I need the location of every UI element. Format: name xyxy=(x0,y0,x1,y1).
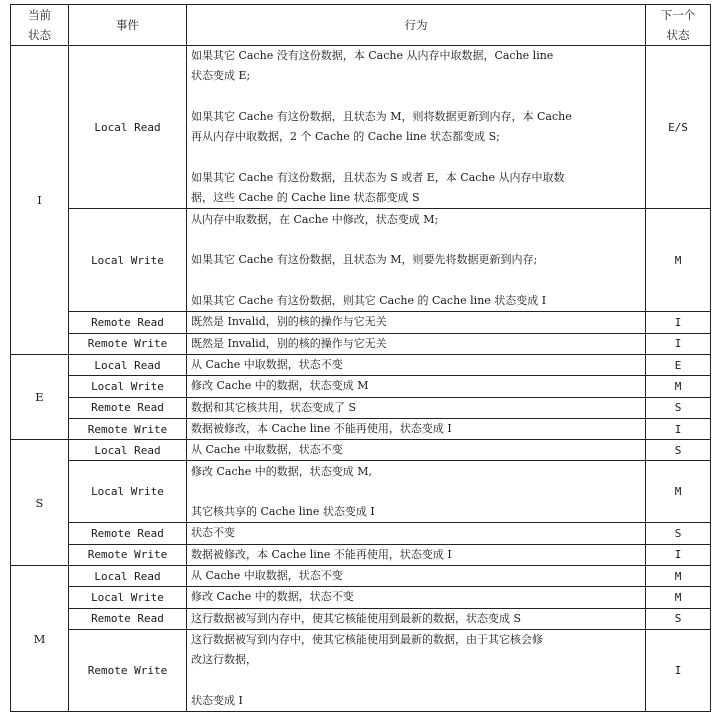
event-cell: Remote Write xyxy=(69,418,187,439)
action-spacer xyxy=(191,671,641,691)
action-line: 修改 Cache 中的数据，状态不变 xyxy=(191,590,354,604)
current-state-cell: I xyxy=(11,46,69,355)
action-spacer xyxy=(191,271,641,291)
action-cell xyxy=(187,312,646,333)
action-line: 既然是 Invalid，别的核的操作与它无关 xyxy=(191,315,387,329)
table-row xyxy=(11,418,711,439)
action-line: 数据被修改，本 Cache line 不能再使用，状态变成 I xyxy=(191,421,452,435)
table-row xyxy=(11,209,711,312)
action-cell xyxy=(187,523,646,544)
table-row xyxy=(11,312,711,333)
action-cell xyxy=(187,440,646,461)
table-row xyxy=(11,376,711,397)
action-cell xyxy=(187,46,646,209)
event-cell: Remote Write xyxy=(69,544,187,565)
action-cell xyxy=(187,209,646,312)
header-current-state: 当前 状态 xyxy=(11,5,69,46)
next-state-cell: I xyxy=(646,418,711,439)
next-state-cell: M xyxy=(646,461,711,523)
header-action: 行为 xyxy=(187,5,646,46)
event-cell: Local Read xyxy=(69,440,187,461)
action-cell xyxy=(187,461,646,523)
action-cell xyxy=(187,376,646,397)
next-state-cell: I xyxy=(646,312,711,333)
action-line: 数据被修改，本 Cache line 不能再使用，状态变成 I xyxy=(191,547,452,561)
next-state-cell: I xyxy=(646,333,711,354)
next-state-cell: S xyxy=(646,523,711,544)
action-line: 改这行数据， xyxy=(191,653,257,667)
action-line: 如果其它 Cache 有这份数据，且状态为 M，则要先将数据更新到内存; xyxy=(191,253,538,267)
action-cell xyxy=(187,418,646,439)
table-row xyxy=(11,523,711,544)
action-spacer xyxy=(191,147,641,167)
event-cell: Remote Read xyxy=(69,397,187,418)
action-line: 这行数据被写到内存中，使其它核能使用到最新的数据，状态变成 S xyxy=(191,611,522,625)
next-state-cell: S xyxy=(646,608,711,629)
action-spacer xyxy=(191,230,641,250)
action-cell xyxy=(187,544,646,565)
next-state-cell: M xyxy=(646,209,711,312)
event-cell: Local Read xyxy=(69,46,187,209)
event-cell: Local Read xyxy=(69,566,187,587)
event-cell: Remote Read xyxy=(69,312,187,333)
action-line: 状态变成 E; xyxy=(191,69,251,83)
action-line: 修改 Cache 中的数据，状态变成 M xyxy=(191,379,369,393)
event-cell: Remote Read xyxy=(69,608,187,629)
table-row xyxy=(11,629,711,711)
action-line: 其它核共享的 Cache line 状态变成 I xyxy=(191,505,375,519)
action-line: 如果其它 Cache 有这份数据，则其它 Cache 的 Cache line 状态变成 I xyxy=(191,293,547,307)
action-line: 再从内存中取数据，2 个 Cache 的 Cache line 状态都变成 S; xyxy=(191,130,500,144)
table-row xyxy=(11,587,711,608)
next-state-cell: M xyxy=(646,566,711,587)
table-row xyxy=(11,461,711,523)
action-cell xyxy=(187,587,646,608)
action-line: 从 Cache 中取数据，状态不变 xyxy=(191,357,343,371)
action-line: 既然是 Invalid，别的核的操作与它无关 xyxy=(191,336,387,350)
action-line: 从 Cache 中取数据，状态不变 xyxy=(191,569,343,583)
action-cell xyxy=(187,566,646,587)
mesi-state-table xyxy=(10,4,711,712)
table-row xyxy=(11,333,711,354)
action-line: 据，这些 Cache 的 Cache line 状态都变成 S xyxy=(191,191,420,205)
next-state-cell: I xyxy=(646,544,711,565)
header-event: 事件 xyxy=(69,5,187,46)
action-line: 修改 Cache 中的数据，状态变成 M, xyxy=(191,464,372,478)
next-state-cell: S xyxy=(646,440,711,461)
current-state-cell: E xyxy=(11,354,69,439)
action-spacer xyxy=(191,87,641,107)
table-body xyxy=(11,46,711,712)
event-cell: Remote Write xyxy=(69,333,187,354)
action-cell xyxy=(187,608,646,629)
event-cell: Local Read xyxy=(69,354,187,375)
action-cell xyxy=(187,397,646,418)
current-state-cell: M xyxy=(11,566,69,712)
next-state-cell: S xyxy=(646,397,711,418)
event-cell: Local Write xyxy=(69,461,187,523)
table-row xyxy=(11,566,711,587)
event-cell: Remote Write xyxy=(69,629,187,711)
event-cell: Remote Read xyxy=(69,523,187,544)
action-cell xyxy=(187,333,646,354)
action-line: 如果其它 Cache 有这份数据，且状态为 M，则将数据更新到内存，本 Cache xyxy=(191,109,572,123)
next-state-cell: M xyxy=(646,587,711,608)
action-line: 状态不变 xyxy=(191,526,235,540)
action-line: 这行数据被写到内存中，使其它核能使用到最新的数据，由于其它核会修 xyxy=(191,632,543,646)
next-state-cell: E/S xyxy=(646,46,711,209)
action-spacer xyxy=(191,482,641,502)
action-line: 从内存中取数据，在 Cache 中修改，状态变成 M; xyxy=(191,212,439,226)
table-row xyxy=(11,397,711,418)
action-line: 从 Cache 中取数据，状态不变 xyxy=(191,443,343,457)
action-line: 数据和其它核共用，状态变成了 S xyxy=(191,400,357,414)
header-row xyxy=(11,5,711,46)
next-state-cell: I xyxy=(646,629,711,711)
table-row xyxy=(11,440,711,461)
action-line: 状态变成 I xyxy=(191,693,243,707)
action-line: 如果其它 Cache 有这份数据，且状态为 S 或者 E，本 Cache 从内存中取数 xyxy=(191,170,565,184)
table-row xyxy=(11,608,711,629)
action-cell xyxy=(187,629,646,711)
event-cell: Local Write xyxy=(69,376,187,397)
table-row xyxy=(11,46,711,209)
header-next-state: 下一个 状态 xyxy=(646,5,711,46)
next-state-cell: E xyxy=(646,354,711,375)
next-state-cell: M xyxy=(646,376,711,397)
action-line: 如果其它 Cache 没有这份数据，本 Cache 从内存中取数据，Cache line xyxy=(191,49,554,62)
table-row xyxy=(11,354,711,375)
table-row xyxy=(11,544,711,565)
current-state-cell: S xyxy=(11,440,69,566)
event-cell: Local Write xyxy=(69,587,187,608)
event-cell: Local Write xyxy=(69,209,187,312)
action-cell xyxy=(187,354,646,375)
